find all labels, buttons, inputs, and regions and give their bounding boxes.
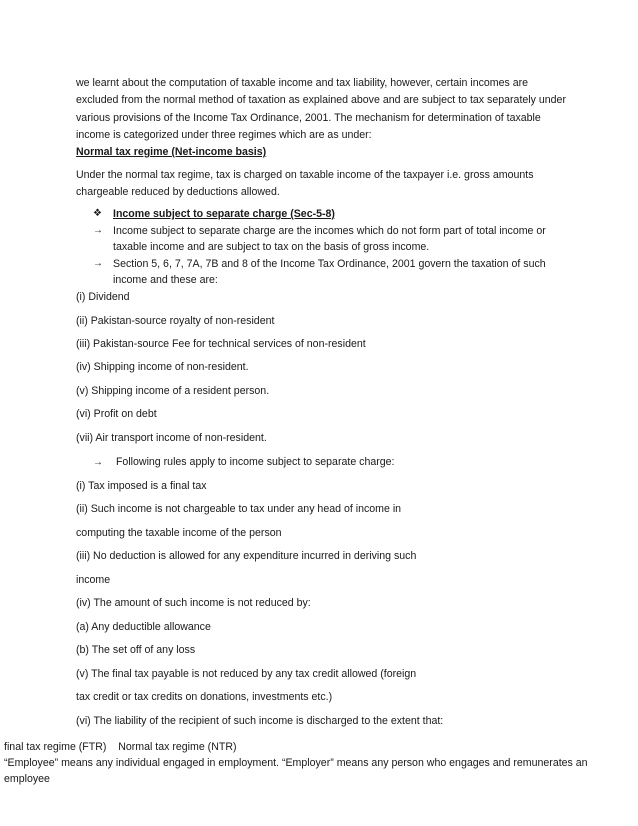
rule-item: (iii) No deduction is allowed for any expenditure incurred in deriving such (76, 550, 417, 562)
rule-item: (a) Any deductible allowance (76, 621, 211, 633)
rule-item: computing the taxable income of the person (76, 527, 282, 539)
rule-item: (i) Tax imposed is a final tax (76, 480, 207, 492)
normal-regime-paragraph: Under the normal tax regime, tax is charged on taxable income of the taxpayer i.e. gross amounts chargeable reduced by deductions allowed. (76, 169, 534, 199)
bullet-heading: Income subject to separate charge (Sec-5-8) (113, 208, 335, 220)
income-item: (v) Shipping income of a resident person. (76, 385, 270, 397)
intro-paragraph: we learnt about the computation of taxable income and tax liability, however, certain incomes are excluded from the normal method of taxation as explained above and are subject to tax separately under various provisions of the Income Tax Ordinance, 2001. The mechanism for determination of taxable income is categorized under three regimes which are as under: (76, 77, 566, 142)
rule-item: (v) The final tax payable is not reduced by any tax credit allowed (foreign (76, 668, 417, 680)
footer-regimes: final tax regime (FTR) Normal tax regime (NTR) (4, 741, 237, 753)
bullet-item (93, 256, 563, 289)
arrow-bullet-icon: → (93, 457, 103, 468)
arrow-bullet-icon: → (93, 257, 103, 269)
rule-item: (b) The set off of any loss (76, 644, 196, 656)
rule-item: (vi) The liability of the recipient of such income is discharged to the extent that: (76, 715, 444, 727)
diamond-bullet-icon: ❖ (93, 208, 102, 219)
bullet-list (93, 206, 563, 289)
income-item: (i) Dividend (76, 291, 130, 303)
bullet-heading-item (93, 206, 563, 223)
rule-item: tax credit or tax credits on donations, investments etc.) (76, 691, 333, 703)
rules-intro (93, 456, 394, 468)
rule-item: (ii) Such income is not chargeable to tax under any head of income in (76, 503, 402, 515)
income-item: (vi) Profit on debt (76, 408, 157, 420)
bullet-text: Section 5, 6, 7, 7A, 7B and 8 of the Income Tax Ordinance, 2001 govern the taxation of such income and these are: (113, 257, 546, 287)
rule-item: (iv) The amount of such income is not reduced by: (76, 597, 311, 609)
rule-item: income (76, 574, 111, 586)
arrow-bullet-icon: → (93, 224, 103, 236)
footer-definitions: “Employee” means any individual engaged in employment. “Employer” means any person who engages and remunerates an employee (4, 757, 588, 785)
income-item: (ii) Pakistan-source royalty of non-resident (76, 315, 275, 327)
income-item: (iv) Shipping income of non-resident. (76, 361, 249, 373)
income-item: (vii) Air transport income of non-resident. (76, 432, 267, 444)
section-heading: Normal tax regime (Net-income basis) (76, 146, 267, 158)
rules-intro-text: Following rules apply to income subject to separate charge: (115, 456, 395, 468)
bullet-text: Income subject to separate charge are the incomes which do not form part of total income or taxable income and are subject to tax on the basis of gross income. (113, 224, 546, 254)
bullet-item (93, 223, 563, 256)
income-item: (iii) Pakistan-source Fee for technical services of non-resident (76, 338, 366, 350)
